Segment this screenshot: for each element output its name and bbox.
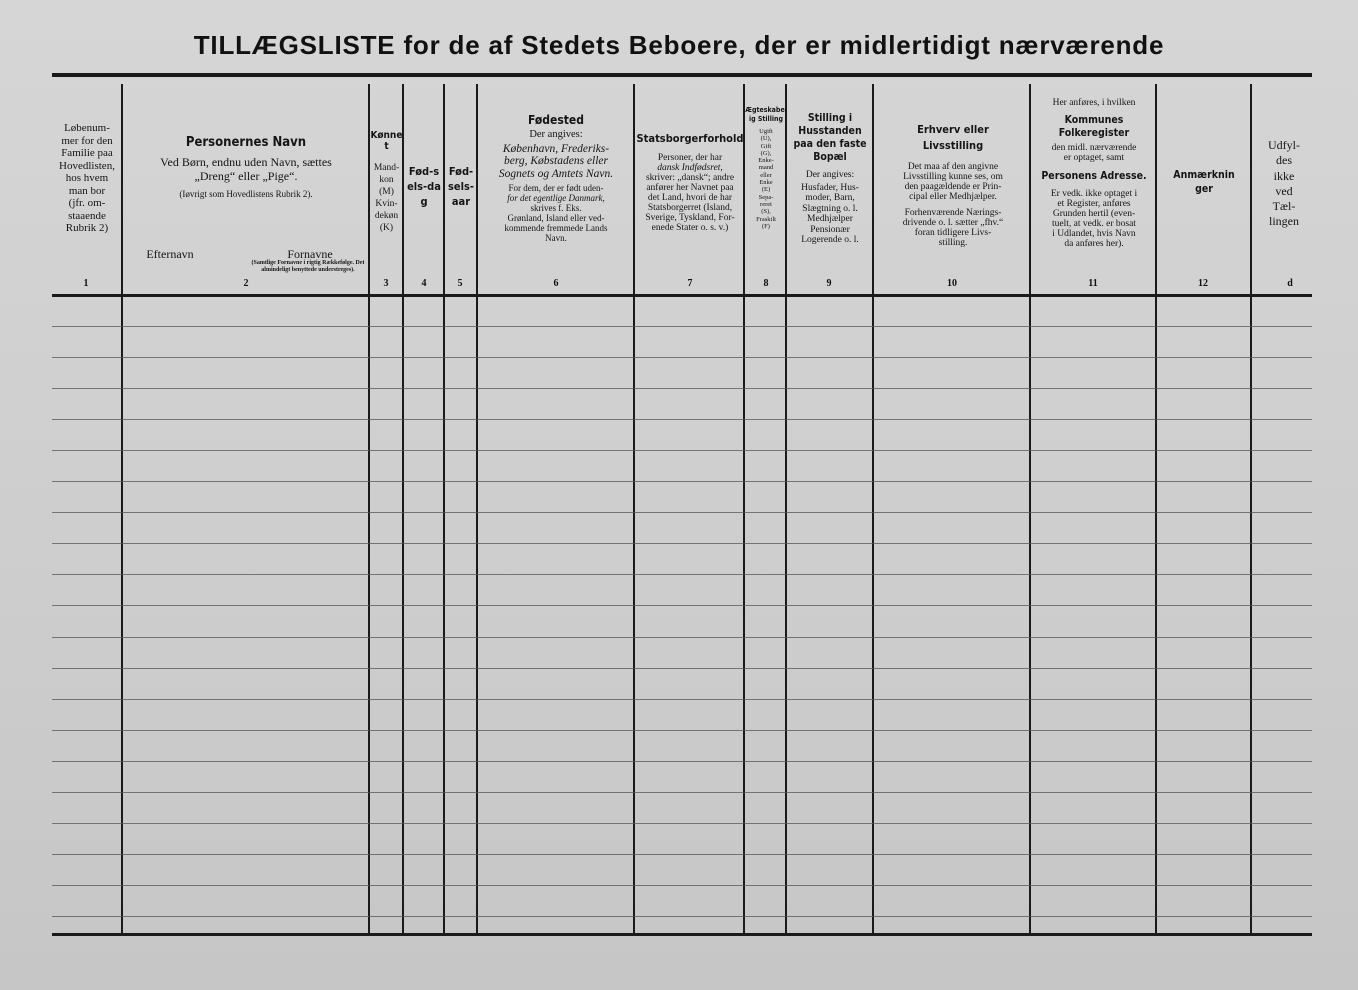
col-number-7: 7: [687, 278, 693, 289]
col-11-heading-2: Personens Adresse.: [1041, 170, 1147, 182]
column-divider: [476, 84, 478, 935]
col-6-line: berg, Købstadens eller: [503, 155, 609, 167]
col-6-line: København, Frederiks-: [502, 142, 610, 155]
col-8-line: (G),: [760, 149, 772, 157]
col-8-line: Gift: [760, 142, 772, 150]
entry-row-line: [52, 637, 1312, 638]
col-6-line: Der angives:: [529, 129, 583, 140]
col-2-note: (Iøvrigt som Hovedlistens Rubrik 2).: [179, 189, 313, 199]
col-10-line: Forhenværende Nærings-: [904, 208, 1002, 218]
col-11-line: er optaget, samt: [1063, 153, 1125, 163]
col-10-line: den paagældende er Prin-: [904, 182, 1002, 192]
col-11-line-2: Grunden hertil (even-: [1052, 209, 1136, 219]
header-bottom-rule: [52, 294, 1312, 297]
col-number-5: 5: [457, 278, 463, 289]
col-number-4: 4: [421, 278, 427, 289]
entry-row-line: [52, 543, 1312, 544]
col-8-line: eller: [760, 171, 772, 179]
col-2-line: Ved Børn, endnu uden Navn, sættes: [160, 155, 332, 169]
col-10-heading: Erhverv eller Livsstilling: [917, 123, 989, 152]
col-9-line: Husfader, Hus-: [801, 182, 859, 193]
col-8-line: (U),: [760, 135, 772, 143]
col-number-d: d: [1287, 278, 1293, 289]
entry-row-line: [52, 916, 1312, 917]
entry-row-line: [52, 823, 1312, 824]
col-7-line: Sverige, Tyskland, For-: [645, 213, 735, 223]
column-divider: [872, 84, 874, 935]
col-1-line: Hovedlisten,: [59, 159, 115, 172]
col-9-line: moder, Barn,: [805, 193, 855, 203]
col-8-line: (S),: [761, 208, 771, 216]
col-11-pre: Her anføres, i hvilken: [1052, 98, 1136, 108]
col-2-heading: Personernes Navn: [185, 135, 307, 150]
col-11-header: [1032, 98, 1156, 249]
col-6-heading: Fødested: [527, 113, 584, 127]
col-7-line: skriver: „dansk“; andre: [645, 173, 735, 183]
col-11-line-2: Er vedk. ikke optaget i: [1050, 189, 1138, 199]
col-8-heading: Ægteskabelig Stilling: [745, 106, 787, 123]
col-5-header: Fød-sels-aar: [448, 165, 474, 208]
col-11-line-2: tuelt, at vedk. er bosat: [1052, 219, 1136, 229]
col-6-line: for det egentlige Danmark,: [507, 193, 605, 203]
col-1-line: hos hvem: [65, 172, 109, 184]
col-6-line: For dem, der er født uden-: [508, 183, 604, 193]
col-d-line: des: [1276, 153, 1292, 168]
entry-row-line: [52, 357, 1312, 358]
col-1-line: Løbenum-: [64, 122, 110, 134]
col-number-8: 8: [763, 278, 769, 289]
col-8-line: Sepa-: [758, 193, 774, 201]
col-d-line: lingen: [1269, 214, 1299, 229]
col-8-line: (E): [761, 186, 771, 194]
col-3-line: kon: [379, 175, 394, 185]
col-d-line: Tæl-: [1272, 199, 1296, 214]
col-number-11: 11: [1088, 278, 1098, 289]
col-9-line: Slægtning o. l.: [802, 203, 858, 214]
entry-row-line: [52, 419, 1312, 420]
col-11-heading: Kommunes Folkeregister: [1058, 114, 1130, 139]
col-7-line: Statsborgerret (Island,: [647, 203, 733, 213]
entry-row-line: [52, 761, 1312, 762]
col-10-line: foran tidligere Livs-: [914, 228, 992, 238]
col-2-given-names-note: (Samtlige Fornavne i rigtig Rækkefølge. Det almindeligt benyttede understreges).: [251, 260, 365, 273]
col-number-10: 10: [947, 278, 957, 289]
col-8-line: (F): [762, 222, 770, 230]
col-11-line: den midl. nærværende: [1051, 143, 1137, 153]
col-8-line: Enke: [759, 179, 773, 187]
entry-row-line: [52, 574, 1312, 575]
col-d-line: Udfyl-: [1268, 138, 1300, 152]
entry-row-line: [52, 388, 1312, 389]
col-1-line: Rubrik 2): [65, 222, 109, 234]
col-7-line: anfører her Navnet paa: [646, 183, 734, 193]
col-7-line: enede Stater o. s. v.): [651, 223, 729, 233]
column-divider: [443, 84, 445, 935]
col-10-line: drivende o. l. sætter „fhv.“: [902, 218, 1004, 228]
col-3-line: dekøn: [374, 211, 399, 221]
col-8-line: Enke-: [758, 157, 774, 165]
column-divider: [1250, 84, 1252, 935]
col-1-line: staaende: [68, 209, 106, 222]
col-10-line: Livsstilling kunne ses, om: [903, 172, 1003, 182]
col-9-line: Der angives:: [805, 170, 855, 180]
col-1-line: mer for den: [61, 134, 113, 147]
col-number-6: 6: [553, 278, 559, 289]
entry-row-line: [52, 699, 1312, 700]
col-2-given-names-label: Fornavne: [287, 247, 333, 261]
col-number-9: 9: [826, 278, 832, 289]
entry-row-line: [52, 668, 1312, 669]
col-3-line: (K): [379, 223, 394, 233]
col-number-1: 1: [83, 278, 89, 289]
col-6-header: [480, 113, 632, 243]
entry-row-line: [52, 854, 1312, 855]
col-3-line: Kvin-: [375, 199, 398, 209]
col-3-header: [370, 130, 403, 234]
entry-row-line: [52, 885, 1312, 886]
col-3-line: Mand-: [373, 163, 400, 173]
col-6-line: kommende fremmede Lands: [504, 223, 608, 233]
col-2-line: „Dreng“ eller „Pige“.: [194, 169, 298, 183]
entry-row-line: [52, 792, 1312, 793]
col-6-line: skrives f. Eks.: [530, 203, 582, 213]
form-title: TILLÆGSLISTE for de af Stedets Beboere, der er midlertidigt nærværende: [193, 30, 1165, 60]
col-12-header: Anmærkninger: [1173, 169, 1235, 195]
col-10-line: Det maa af den angivne: [907, 162, 999, 172]
col-number-2: 2: [243, 278, 249, 289]
col-1-line: man bor: [68, 184, 106, 197]
bottom-rule: [52, 933, 1312, 936]
col-10-line: stilling.: [938, 238, 968, 248]
col-10-header: [876, 122, 1030, 248]
col-8-line: mand: [758, 164, 774, 172]
col-9-heading: Stilling i Husstanden paa den faste Bopæl: [793, 112, 867, 163]
col-7-line: Personer, der har: [657, 153, 723, 163]
col-10-line: cipal eller Medhjælper.: [909, 192, 997, 202]
col-9-line: Pensionær: [810, 224, 850, 235]
col-9-line: Medhjælper: [807, 214, 853, 224]
entry-row-line: [52, 481, 1312, 482]
col-number-3: 3: [383, 278, 389, 289]
entry-row-line: [52, 450, 1312, 451]
col-8-line: reret: [760, 200, 772, 208]
col-7-line: dansk Indfødsret,: [657, 163, 723, 173]
col-8-line: Ugift: [759, 128, 773, 135]
col-3-line: (M): [379, 187, 394, 197]
entry-row-line: [52, 730, 1312, 731]
col-7-heading: Statsborgerforhold: [636, 132, 744, 145]
col-4-header: Fød-sels-dag: [407, 165, 441, 208]
col-7-header: [635, 132, 745, 233]
col-8-line: Fraskilt: [756, 215, 776, 223]
col-9-header: [788, 112, 872, 246]
col-1-line: (jfr. om-: [68, 197, 106, 209]
col-6-line: Navn.: [545, 233, 567, 243]
col-1-line: Familie paa: [61, 147, 113, 159]
col-6-line: Sognets og Amtets Navn.: [498, 167, 614, 180]
col-11-line-2: da anføres her).: [1064, 239, 1124, 249]
col-11-line-2: i Udlandet, hvis Navn: [1052, 229, 1136, 239]
entry-row-line: [52, 512, 1312, 513]
col-d-line: ved: [1275, 183, 1293, 198]
col-7-line: det Land, hvori de har: [647, 193, 733, 203]
entry-row-line: [52, 605, 1312, 606]
col-9-line: Logerende o. l.: [801, 235, 859, 245]
col-number-12: 12: [1198, 278, 1208, 289]
col-3-heading: Kønnet: [370, 130, 403, 152]
entry-row-line: [52, 326, 1312, 327]
col-6-line: Grønland, Island eller ved-: [507, 213, 605, 223]
col-8-header: [745, 106, 787, 230]
col-d-header: [1254, 138, 1314, 230]
col-2-surname-label: Efternavn: [146, 247, 194, 261]
col-11-line-2: et Register, anføres: [1057, 199, 1131, 209]
col-2-header: [124, 135, 368, 199]
top-rule: [52, 73, 1312, 77]
col-d-line: ikke: [1273, 168, 1295, 183]
col-1-header: [52, 122, 122, 235]
